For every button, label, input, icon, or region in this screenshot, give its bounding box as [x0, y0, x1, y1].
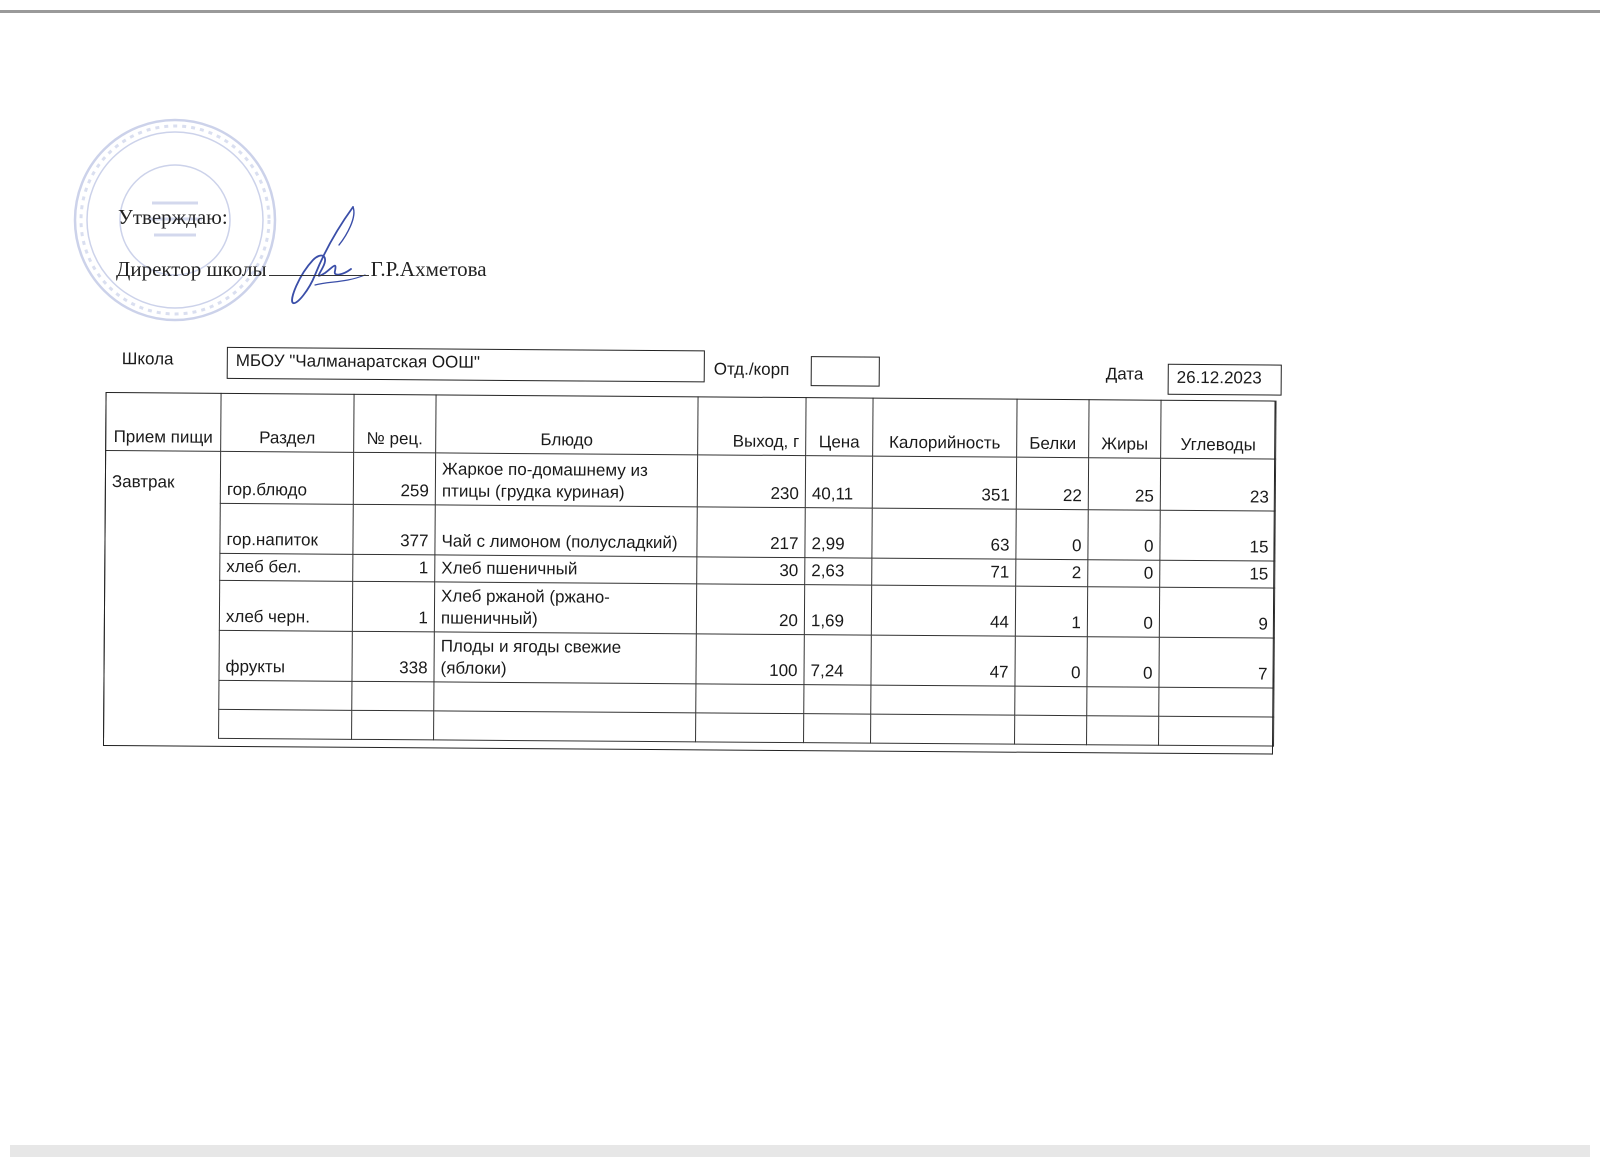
branch-field	[811, 356, 880, 387]
proteins-cell: 0	[1016, 509, 1088, 560]
col-header-output: Выход, г	[698, 396, 806, 455]
output-cell: 217	[697, 507, 805, 558]
table-row	[104, 579, 1274, 638]
calories-cell: 47	[871, 635, 1015, 686]
section-cell: хлеб черн.	[219, 580, 352, 631]
scan-top-edge	[0, 10, 1600, 13]
col-header-proteins: Белки	[1017, 399, 1089, 458]
fats-cell: 0	[1088, 510, 1160, 561]
fats-cell: 25	[1088, 458, 1160, 511]
meal-cell: Завтрак	[104, 451, 221, 739]
dish-cell: Жаркое по-домашнему из птицы (грудка куриная)	[435, 453, 697, 507]
fats-cell: 0	[1087, 587, 1159, 638]
calories-cell: 63	[872, 508, 1016, 559]
price-cell: 7,24	[804, 635, 871, 685]
col-header-dish: Блюдо	[436, 394, 698, 454]
calories-cell: 351	[872, 456, 1016, 509]
calories-cell: 44	[871, 585, 1015, 636]
date-label: Дата	[1105, 364, 1144, 384]
dish-cell: Чай с лимоном (полусладкий)	[435, 505, 697, 557]
price-cell: 40,11	[805, 456, 872, 508]
fats-cell: 0	[1087, 637, 1159, 688]
carbs-cell: 9	[1159, 587, 1274, 638]
output-cell: 230	[697, 455, 805, 508]
col-header-carbs: Углеводы	[1161, 400, 1276, 459]
proteins-cell: 0	[1015, 636, 1087, 687]
school-field: МБОУ "Чалманаратская ООШ"	[227, 347, 705, 383]
col-header-fats: Жиры	[1089, 399, 1161, 458]
branch-label: Отд./корп	[713, 359, 790, 380]
output-cell: 100	[696, 634, 804, 685]
section-cell: фрукты	[219, 630, 352, 681]
date-field: 26.12.2023	[1168, 364, 1282, 396]
dish-cell: Плоды и ягоды свежие (яблоки)	[434, 632, 696, 684]
section-cell: хлеб бел.	[220, 553, 353, 581]
col-header-calories: Калорийность	[873, 398, 1017, 458]
signature-line	[269, 275, 369, 276]
proteins-cell: 1	[1015, 586, 1087, 637]
price-cell: 2,99	[805, 508, 872, 558]
table-row	[105, 451, 1275, 512]
price-cell: 2,63	[805, 558, 872, 585]
recipe-cell: 1	[352, 581, 434, 632]
menu-table	[103, 392, 1277, 747]
recipe-cell: 377	[353, 504, 435, 555]
table-row	[104, 629, 1274, 688]
calories-cell: 71	[872, 558, 1016, 586]
carbs-cell: 23	[1160, 458, 1275, 511]
table-row	[105, 502, 1275, 561]
scan-bottom-edge	[10, 1145, 1590, 1157]
output-cell: 20	[696, 584, 804, 635]
recipe-cell: 1	[353, 554, 435, 582]
col-header-section: Раздел	[221, 393, 354, 452]
proteins-cell: 22	[1016, 457, 1088, 510]
dish-cell: Хлеб пшеничный	[435, 555, 697, 584]
col-header-meal: Прием пищи	[106, 392, 221, 451]
section-cell: гор.напиток	[220, 503, 353, 554]
recipe-cell: 259	[353, 452, 435, 505]
carbs-cell: 7	[1159, 637, 1274, 688]
fats-cell: 0	[1088, 560, 1160, 588]
output-cell: 30	[697, 557, 805, 585]
recipe-cell: 338	[352, 631, 434, 682]
school-label: Школа	[121, 349, 174, 369]
section-cell: гор.блюдо	[220, 451, 353, 504]
approval-heading: Утверждаю:	[118, 205, 228, 229]
dish-cell: Хлеб ржаной (ржано-пшеничный)	[434, 582, 696, 634]
director-line	[116, 257, 487, 282]
carbs-cell: 15	[1160, 510, 1275, 561]
menu-document	[106, 335, 1286, 684]
director-name: Г.Р.Ахметова	[370, 257, 487, 281]
col-header-price: Цена	[806, 397, 873, 456]
proteins-cell: 2	[1016, 559, 1088, 587]
col-header-recipe: № рец.	[354, 394, 436, 453]
director-label: Директор школы	[116, 257, 267, 281]
table-header-row	[106, 392, 1276, 459]
carbs-cell: 15	[1160, 560, 1275, 588]
price-cell: 1,69	[804, 585, 871, 635]
